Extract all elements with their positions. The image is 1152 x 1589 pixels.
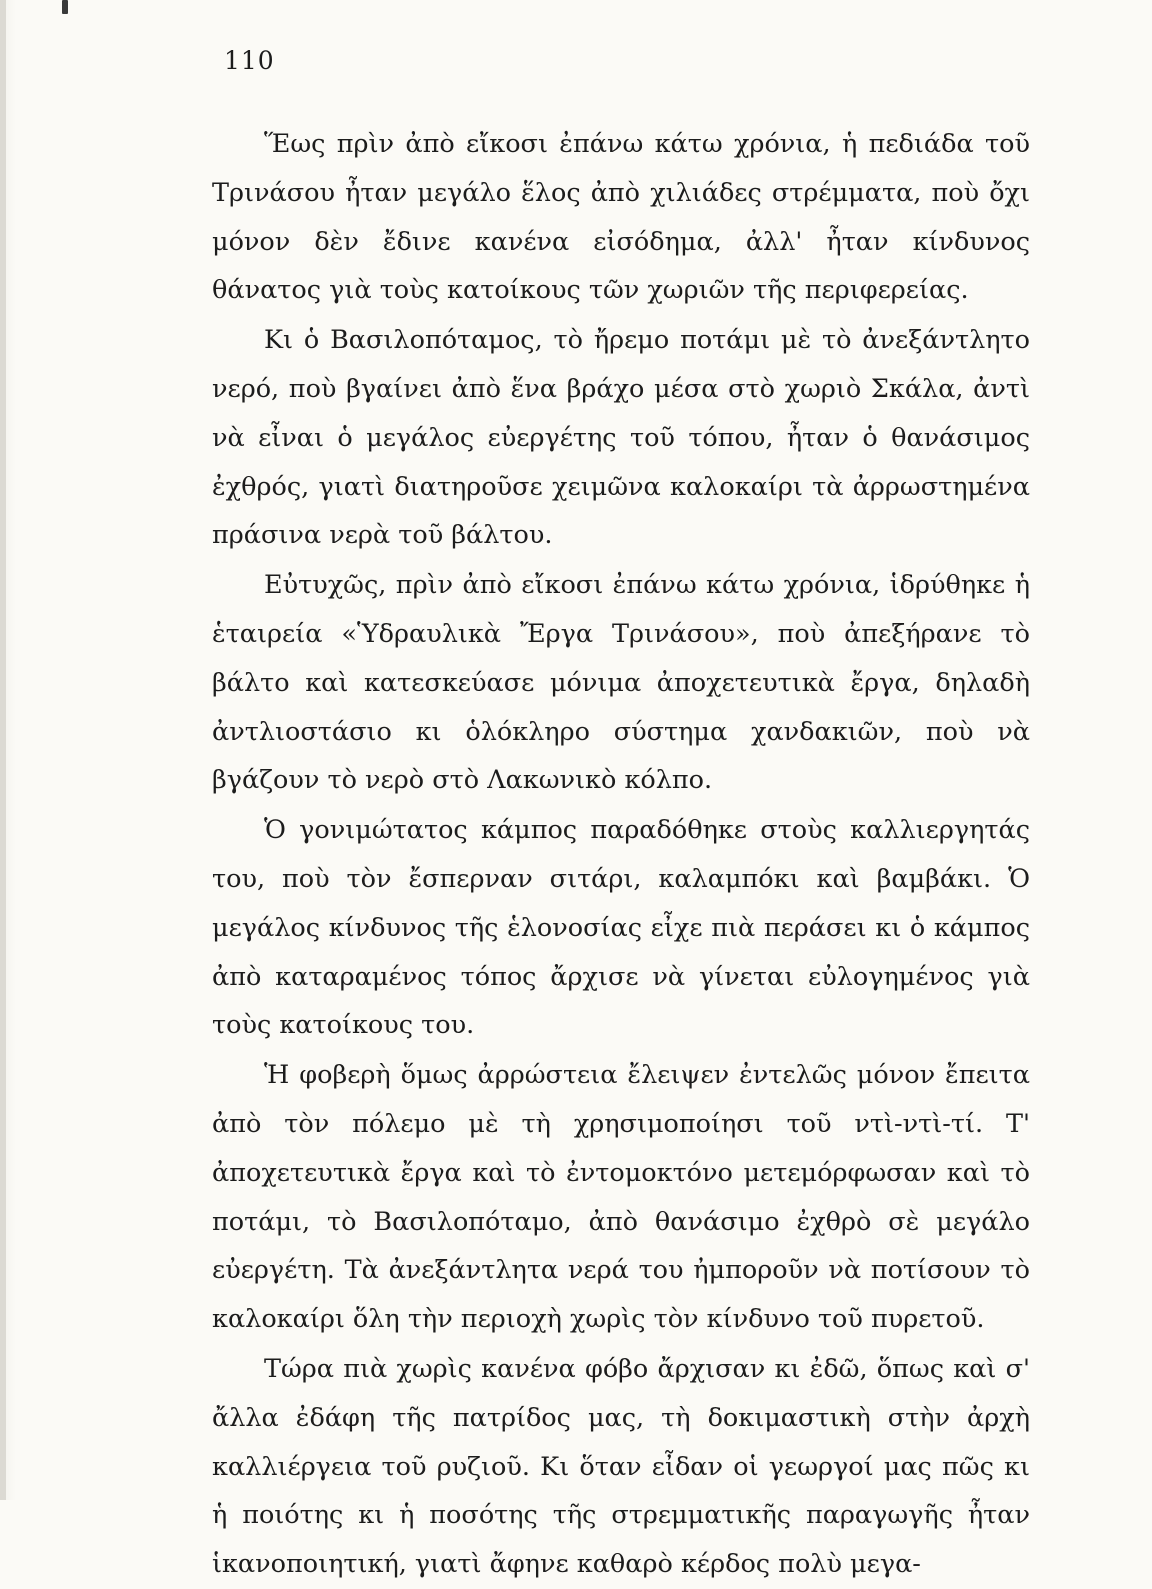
page-binding-edge	[0, 0, 6, 1500]
paragraph-6: Τώρα πιὰ χωρὶς κανένα φόβο ἄρχισαν κι ἐδῶ, ὅπως καὶ σ' ἄλλα ἐδάφη τῆς πατρίδος μας, τὴ δοκιμαστικὴ στὴν ἀρχὴ καλλιέργεια τοῦ ρυζιοῦ. Κι ὅταν εἶδαν οἱ γεωργοί μας πῶς κι ἡ ποιότης κι ἡ ποσότης τῆς στρεμματικῆς παραγωγῆς ἦταν ἱκανοποιητική, γιατὶ ἄφηνε καθαρὸ κέρδος πολὺ μεγα-	[212, 1353, 1030, 1580]
page-number: 110	[224, 46, 275, 75]
body-text	[212, 120, 1030, 1589]
paragraph-3: Εὐτυχῶς, πρὶν ἀπὸ εἴκοσι ἐπάνω κάτω χρόνια, ἱδρύθηκε ἡ ἑταιρεία «Ὑδραυλικὰ Ἔργα Τρινάσου», ποὺ ἀπεξήρανε τὸ βάλτο καὶ κατεσκεύασε μόνιμα ἀποχετευτικὰ ἔργα, δηλαδὴ ἀντλιοστάσιο κι ὁλόκληρο σύστημα χανδακιῶν, ποὺ νὰ βγάζουν τὸ νερὸ στὸ Λακωνικὸ κόλπο.	[212, 570, 1030, 796]
paragraph-4: Ὁ γονιμώτατος κάμπος παραδόθηκε στοὺς καλλιεργητάς του, ποὺ τὸν ἔσπερναν σιτάρι, καλαμπόκι καὶ βαμβάκι. Ὁ μεγάλος κίνδυνος τῆς ἑλονοσίας εἶχε πιὰ περάσει κι ὁ κάμπος ἀπὸ καταραμένος τόπος ἄρχισε νὰ γίνεται εὐλογημένος γιὰ τοὺς κατοίκους του.	[212, 815, 1030, 1041]
paragraph-2: Κι ὁ Βασιλοπόταμος, τὸ ἤρεμο ποτάμι μὲ τὸ ἀνεξάντλητο νερό, ποὺ βγαίνει ἀπὸ ἕνα βράχο μέσα στὸ χωριὸ Σκάλα, ἀντὶ νὰ εἶναι ὁ μεγάλος εὐεργέτης τοῦ τόπου, ἦταν ὁ θανάσιμος ἐχθρός, γιατὶ διατηροῦσε χειμῶνα καλοκαίρι τὰ ἀρρωστημένα πράσινα νερὰ τοῦ βάλτου.	[212, 325, 1030, 551]
paragraph-1: Ἕως πρὶν ἀπὸ εἴκοσι ἐπάνω κάτω χρόνια, ἡ πεδιάδα τοῦ Τρινάσου ἦταν μεγάλο ἕλος ἀπὸ χιλιάδες στρέμματα, ποὺ ὄχι μόνον δὲν ἔδινε κανένα εἰσόδημα, ἀλλ' ἦταν κίνδυνος θάνατος γιὰ τοὺς κατοίκους τῶν χωριῶν τῆς περιφερείας.	[212, 129, 1030, 306]
paragraph-5: Ἡ φοβερὴ ὅμως ἀρρώστεια ἔλειψεν ἐντελῶς μόνον ἔπειτα ἀπὸ τὸν πόλεμο μὲ τὴ χρησιμοποίησι τοῦ ντὶ-ντὶ-τί. Τ' ἀποχετευτικὰ ἔργα καὶ τὸ ἐντομοκτόνο μετεμόρφωσαν καὶ τὸ ποτάμι, τὸ Βασιλοπόταμο, ἀπὸ θανάσιμο ἐχθρὸ σὲ μεγάλο εὐεργέτη. Τὰ ἀνεξάντλητα νερά του ἠμποροῦν νὰ ποτίσουν τὸ καλοκαίρι ὅλη τὴν περιοχὴ χωρὶς τὸν κίνδυνο τοῦ πυρετοῦ.	[212, 1060, 1030, 1335]
ink-mark	[62, 0, 68, 14]
